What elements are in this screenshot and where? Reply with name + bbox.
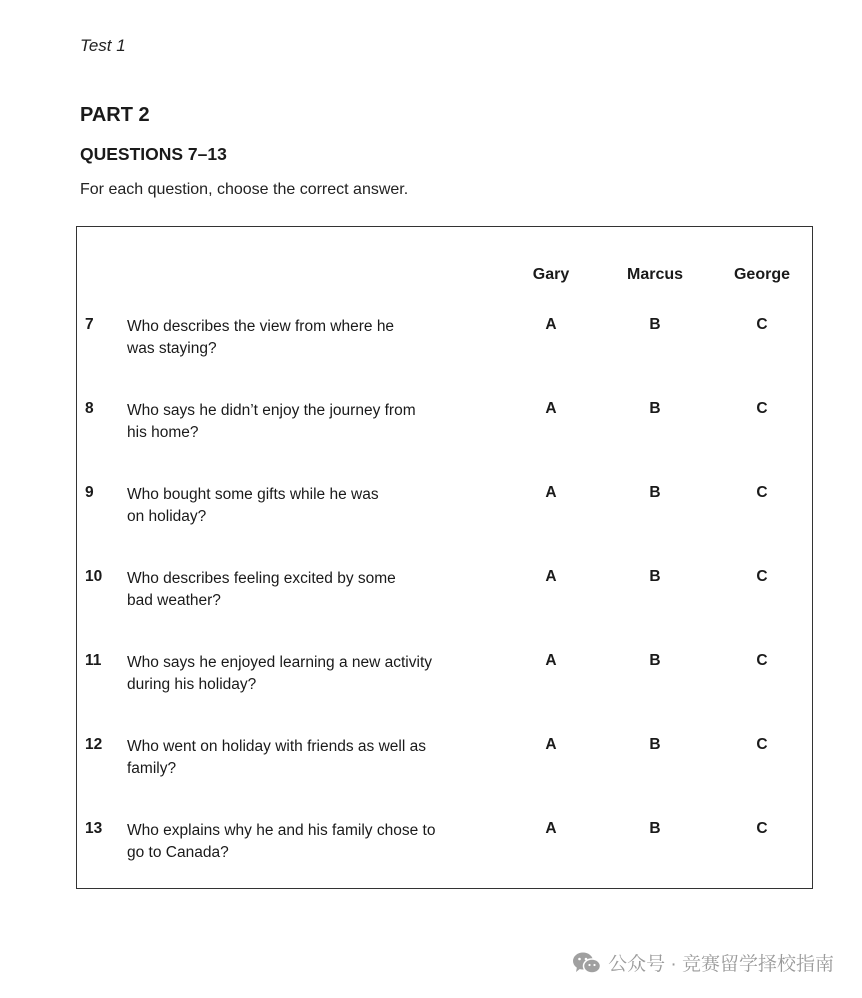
question-text: Who says he enjoyed learning a new activity during his holiday? [127,654,432,693]
question-number: 7 [85,316,94,333]
instructions: For each question, choose the correct answer. [80,181,409,198]
question-number: 8 [85,400,94,417]
question-text: Who describes feeling excited by some bad weather? [127,570,396,609]
question-number: 10 [85,568,103,585]
watermark-text: 公众号 · 竞赛留学择校指南 [608,954,834,975]
option-a[interactable]: A [545,316,557,333]
question-row [77,400,812,460]
question-text: Who describes the view from where he was staying? [127,318,395,357]
option-b[interactable]: B [649,652,661,669]
question-text: Who bought some gifts while he was on holiday? [127,486,379,525]
question-number: 13 [85,820,103,837]
option-b[interactable]: B [649,484,661,501]
question-row [77,736,812,796]
option-c[interactable]: C [756,652,768,669]
question-number: 9 [85,484,94,501]
option-a[interactable]: A [545,820,557,837]
option-b[interactable]: B [649,820,661,837]
option-a[interactable]: A [545,400,557,417]
wechat-icon [572,951,602,975]
questions-title: QUESTIONS 7–13 [80,144,227,164]
question-number: 12 [85,736,103,753]
option-b[interactable]: B [649,568,661,585]
column-header-george: George [733,266,790,283]
option-b[interactable]: B [649,736,661,753]
part-title: PART 2 [80,104,150,126]
option-a[interactable]: A [545,568,557,585]
question-row [77,568,812,628]
option-c[interactable]: C [756,820,768,837]
option-a[interactable]: A [545,652,557,669]
column-header-gary: Gary [532,266,570,283]
question-row [77,820,812,880]
option-b[interactable]: B [649,400,661,417]
watermark [572,949,834,976]
question-text: Who says he didn’t enjoy the journey from his home? [127,402,416,441]
option-c[interactable]: C [756,484,768,501]
option-c[interactable]: C [756,736,768,753]
option-c[interactable]: C [756,316,768,333]
question-text: Who explains why he and his family chose to go to Canada? [127,822,436,861]
question-row [77,484,812,544]
option-c[interactable]: C [756,568,768,585]
question-table [76,226,813,889]
question-text: Who went on holiday with friends as well as family? [127,738,426,777]
question-number: 11 [85,652,102,669]
test-label: Test 1 [80,36,126,55]
question-row [77,316,812,376]
option-c[interactable]: C [756,400,768,417]
option-b[interactable]: B [649,316,661,333]
column-header-marcus: Marcus [626,266,684,283]
option-a[interactable]: A [545,736,557,753]
question-row [77,652,812,712]
option-a[interactable]: A [545,484,557,501]
